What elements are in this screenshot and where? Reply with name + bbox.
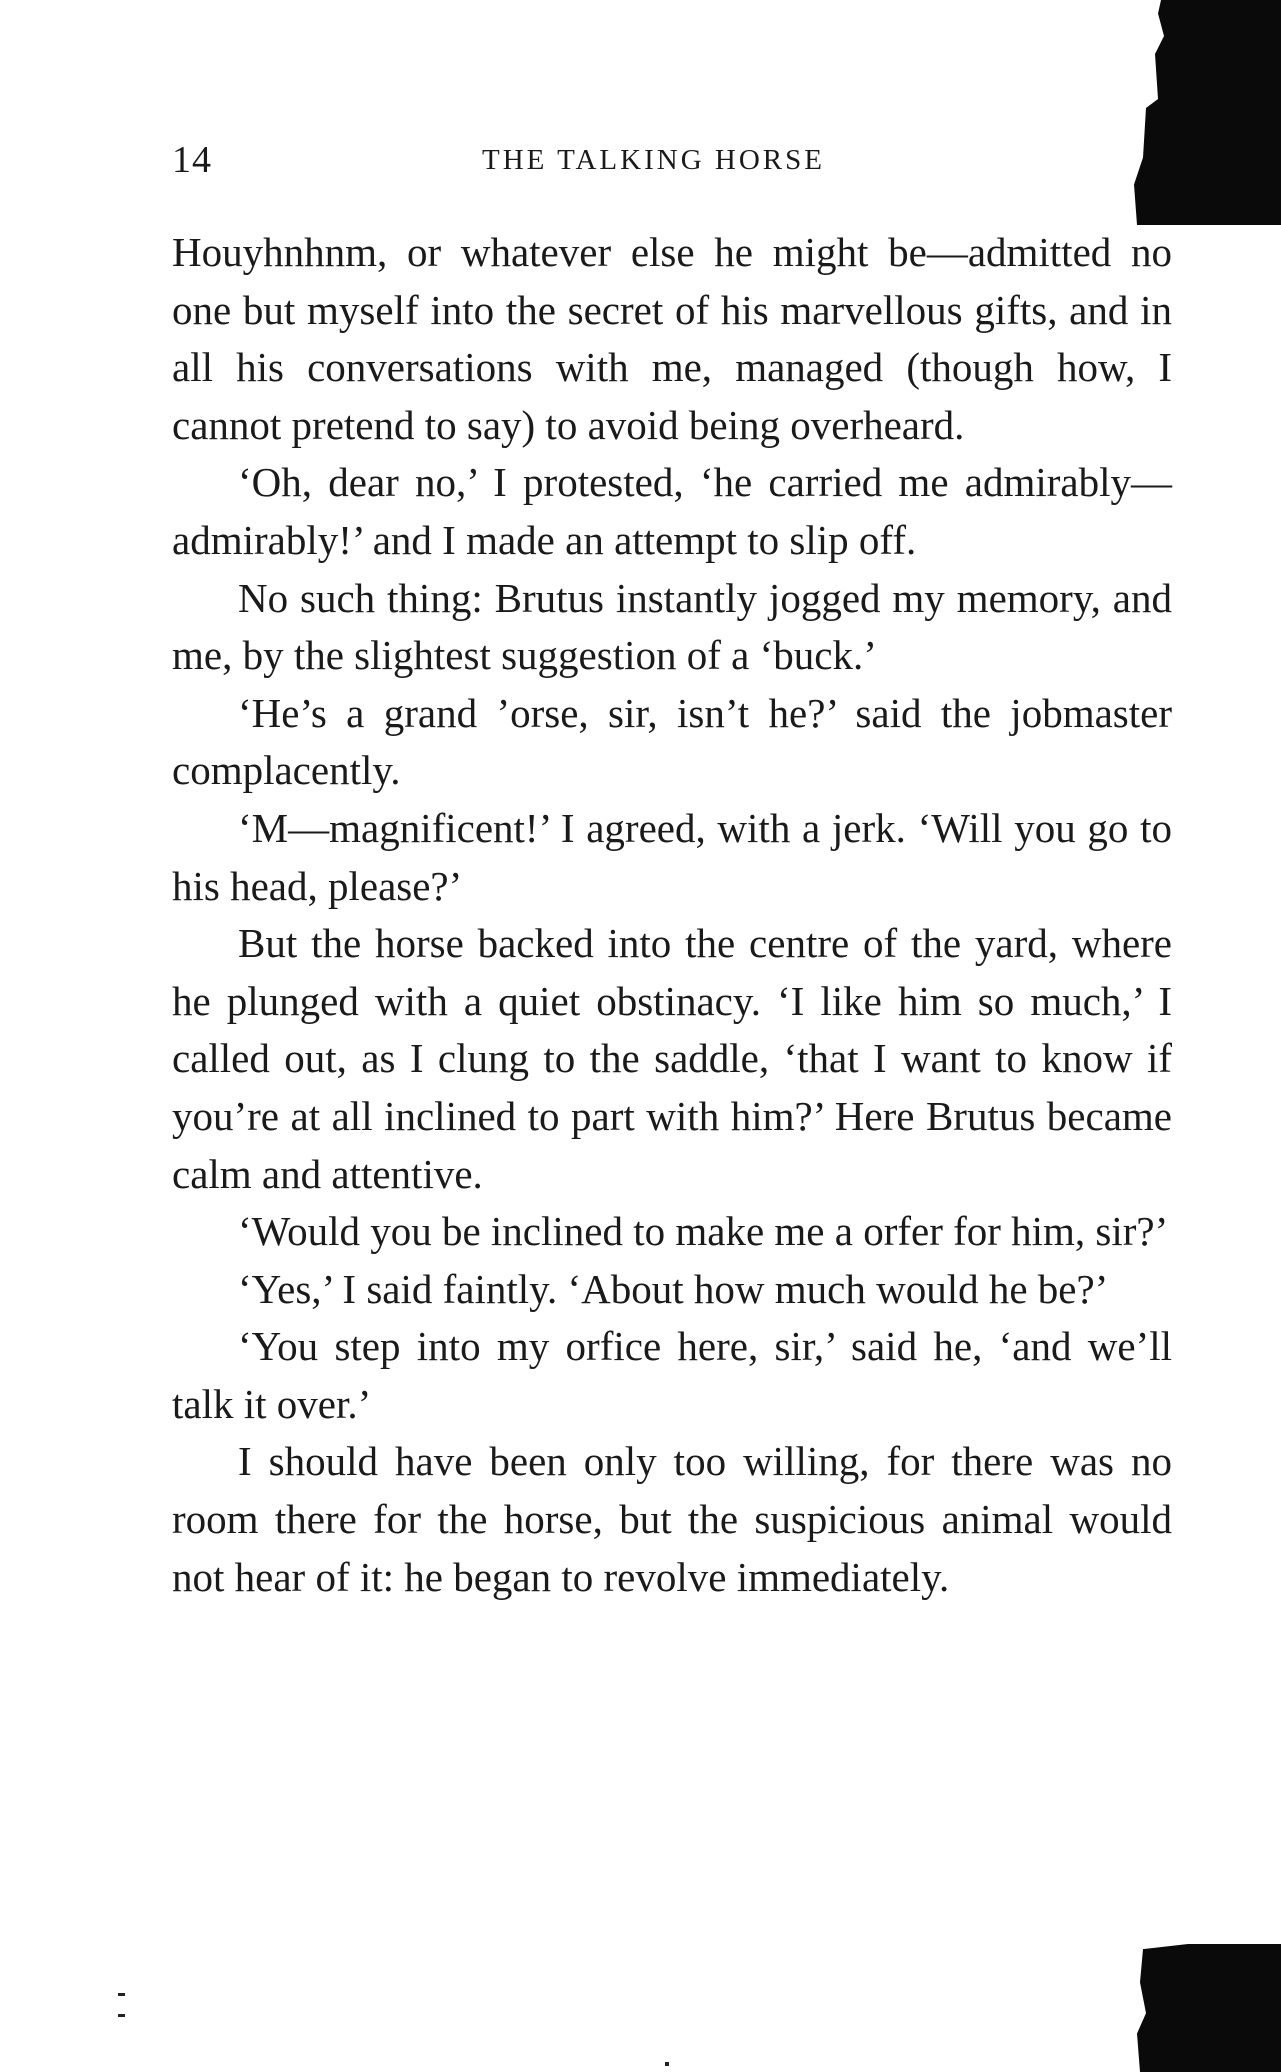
paragraph: I should have been only too willing, for there was no room there for the horse, but the suspicious animal would not hear of it: he began to revolve immediately. bbox=[172, 1438, 1172, 1600]
paragraph: ‘M—magnificent!’ I agreed, with a jerk. ‘Will you go to his head, please?’ bbox=[172, 804, 1172, 909]
body-text bbox=[172, 224, 1172, 1606]
page-number: 14 bbox=[172, 139, 212, 181]
scan-speck bbox=[118, 2014, 125, 2017]
paragraph: But the horse backed into the centre of the yard, where he plunged with a quiet obstinacy. ‘I like him so much,’ I called out, as I clung to the saddle, ‘that I want to know if you’re at all inclined to part with him?’ Here Brutus became calm and attentive. bbox=[172, 920, 1172, 1197]
scan-edge-mark-bottom bbox=[1131, 1944, 1281, 2072]
paragraph: ‘Yes,’ I said faintly. ‘About how much would he be?’ bbox=[238, 1265, 1109, 1312]
paragraph: No such thing: Brutus instantly jogged my memory, and me, by the slightest suggestion of a ‘buck.’ bbox=[172, 574, 1172, 679]
paragraph: ‘Oh, dear no,’ I protested, ‘he carried me admirably—admirably!’ and I made an attempt to slip off. bbox=[172, 459, 1172, 563]
paragraph: ‘You step into my orfice here, sir,’ said he, ‘and we’ll talk it over.’ bbox=[172, 1323, 1172, 1427]
scan-edge-mark-top bbox=[1131, 0, 1281, 225]
running-title: THE TALKING HORSE bbox=[482, 144, 825, 176]
paragraph: ‘Would you be inclined to make me a orfer for him, sir?’ bbox=[238, 1208, 1169, 1255]
paragraph: Houyhnhnm, or whatever else he might be—admitted no one but myself into the secret of his marvellous gifts, and in all his conversations with me, managed (though how, I cannot pretend to say) to avoid being overheard. bbox=[172, 229, 1172, 448]
paragraph: ‘He’s a grand ’orse, sir, isn’t he?’ said the jobmaster complacently. bbox=[172, 689, 1172, 794]
scan-speck bbox=[665, 2062, 669, 2066]
running-head bbox=[172, 138, 1177, 188]
scan-speck bbox=[118, 1993, 125, 1996]
